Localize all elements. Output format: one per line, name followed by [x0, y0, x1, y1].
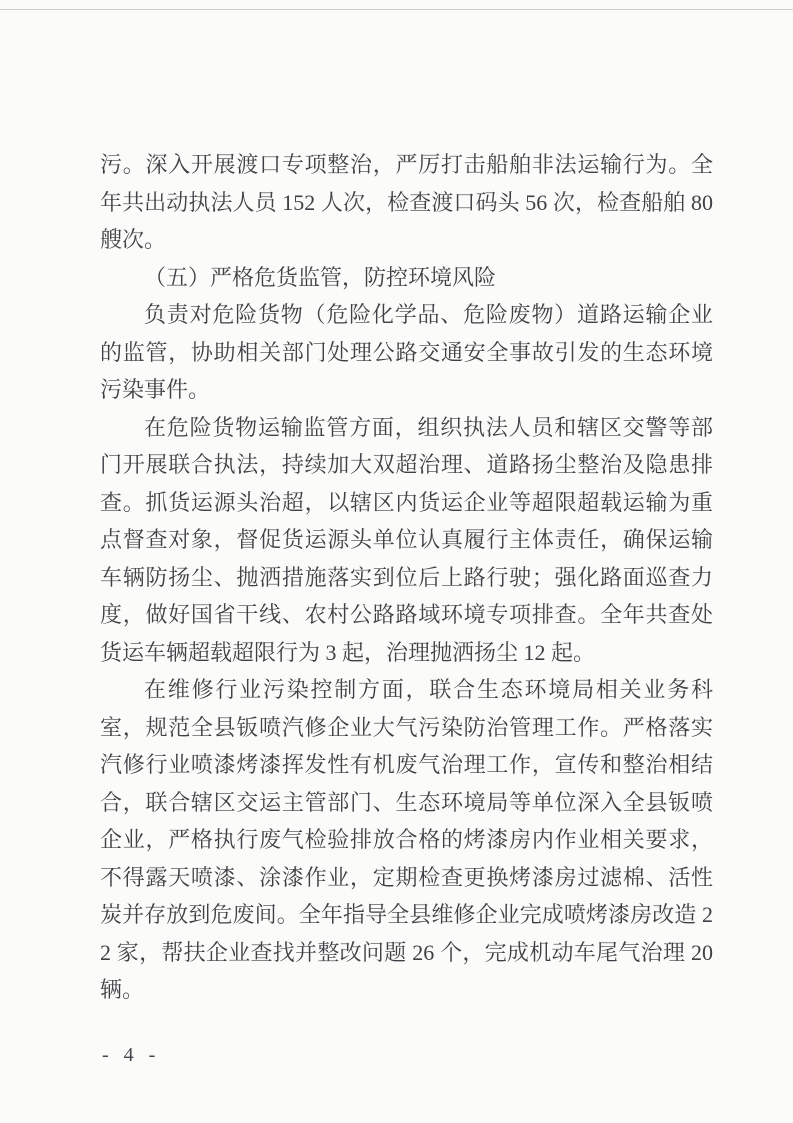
page-footer [102, 1042, 160, 1068]
paragraph-transport-supervision: 在危险货物运输监管方面，组织执法人员和辖区交警等部门开展联合执法，持续加大双超治理、道路扬尘整治及隐患排查。抓货运源头治超，以辖区内货运企业等超限超载运输为重点督查对象，督促货运源头单位认真履行主体责任，确保运输车辆防扬尘、抛洒措施落实到位后上路行驶；强化路面巡查力度，做好国省干线、农村公路路域环境专项排查。全年共查处货运车辆超载超限行为 3 起，治理抛洒扬尘 12 起。 [100, 414, 713, 665]
document-body [100, 146, 713, 1009]
scan-artifact-top-line [0, 9, 793, 10]
paragraph-dangerous-goods-responsibility: 负责对危险货物（危险化学品、危险废物）道路运输企业的监管，协助相关部门处理公路交通安全事故引发的生态环境污染事件。 [100, 302, 713, 402]
page-number: - 4 - [102, 1044, 161, 1066]
section-heading-5-dangerous-goods: （五）严格危货监管，防控环境风险 [144, 264, 497, 290]
paragraph-repair-industry-pollution-control: 在维修行业污染控制方面，联合生态环境局相关业务科室，规范全县钣喷汽修企业大气污染防治管理工作。严格落实汽修行业喷漆烤漆挥发性有机废气治理工作，宣传和整治相结合，联合辖区交运主管部门、生态环境局等单位深入全县钣喷企业，严格执行废气检验排放合格的烤漆房内作业相关要求，不得露天喷漆、涂漆作业，定期检查更换烤漆房过滤棉、活性炭并存放到危废间。全年指导全县维修企业完成喷烤漆房改造 22 家，帮扶企业查找并整改问题 26 个，完成机动车尾气治理 20 辆。 [100, 677, 713, 1002]
paragraph-ferry-enforcement-continuation: 污。深入开展渡口专项整治，严厉打击船舶非法运输行为。全年共出动执法人员 152 人次，检查渡口码头 56 次，检查船舶 80 艘次。 [100, 152, 713, 252]
